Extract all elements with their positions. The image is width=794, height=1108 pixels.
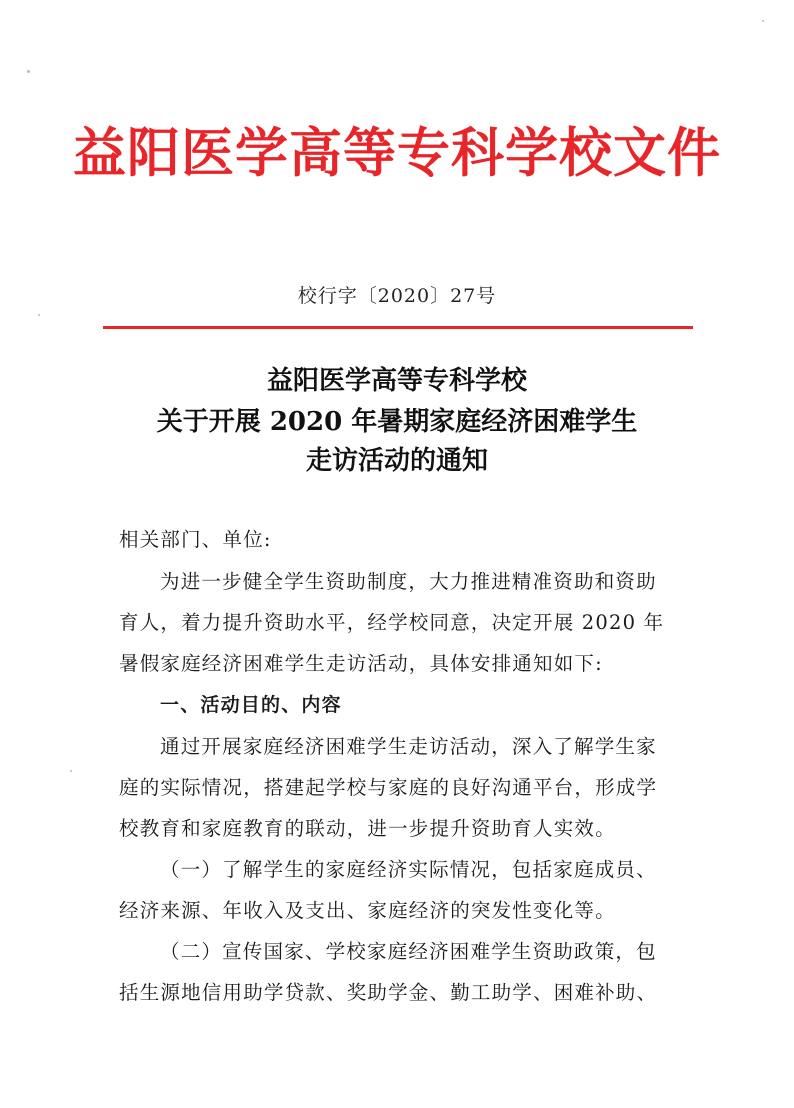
section-paragraph-line: 通过开展家庭经济困难学生走访活动，深入了解学生家 <box>160 735 657 758</box>
item-2-line: 括生源地信用助学贷款、奖助学金、勤工助学、困难补助、 <box>119 981 658 1004</box>
intro-line: 暑假家庭经济困难学生走访活动，具体安排通知如下: <box>119 652 603 675</box>
intro-line: 育人，着力提升资助水平，经学校同意，决定开展 2020 年 <box>119 611 665 634</box>
section-heading: 一、活动目的、内容 <box>160 694 342 716</box>
scan-speck <box>70 770 72 772</box>
scan-speck <box>27 70 30 73</box>
section-paragraph-line: 校教育和家庭教育的联动，进一步提升资助育人实效。 <box>119 817 616 840</box>
scan-speck <box>38 314 40 316</box>
notice-title-line-1: 益阳医学高等专科学校 <box>266 366 527 396</box>
notice-title-line-2: 关于开展 2020 年暑期家庭经济困难学生 <box>156 407 638 437</box>
item-2-line: （二）宣传国家、学校家庭经济困难学生资助政策，包 <box>160 940 657 963</box>
scan-speck <box>762 20 764 22</box>
intro-line: 为进一步健全学生资助制度，大力推进精准资助和资助 <box>160 570 657 593</box>
document-number: 校行字〔2020〕27号 <box>297 285 497 307</box>
notice-title-line-3: 走访活动的通知 <box>305 446 488 476</box>
org-header-title: 益阳医学高等专科学校文件 <box>73 122 721 184</box>
item-1-line: 经济来源、年收入及支出、家庭经济的突发性变化等。 <box>119 899 616 922</box>
section-paragraph-line: 庭的实际情况，搭建起学校与家庭的良好沟通平台，形成学 <box>119 776 658 799</box>
salutation: 相关部门、单位: <box>119 528 272 551</box>
item-1-line: （一）了解学生的家庭经济实际情况，包括家庭成员、 <box>160 858 657 881</box>
red-divider-line <box>103 326 693 329</box>
